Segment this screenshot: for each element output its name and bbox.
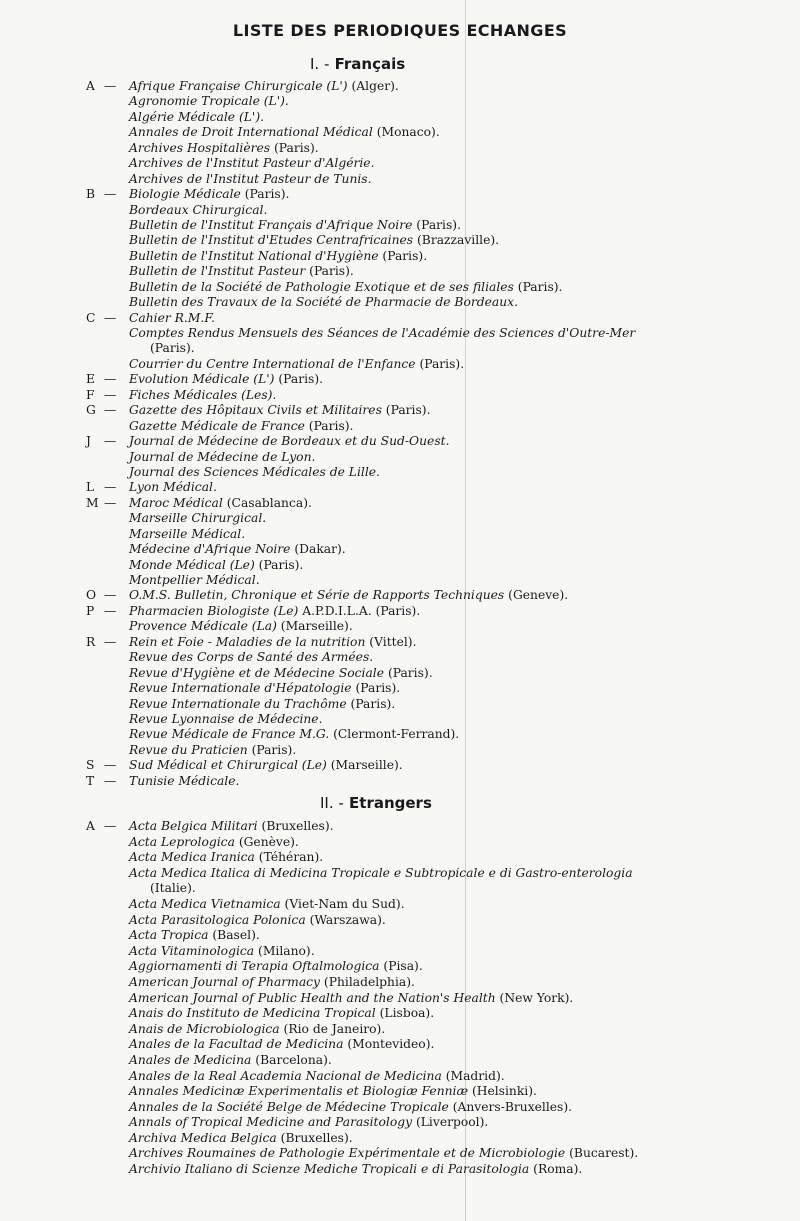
list-item [0,666,800,681]
entry-text [129,450,315,465]
list-item [0,897,800,913]
periodical-title: Bulletin de l'Institut d'Etudes Centrafricaines [129,233,414,248]
entry-text [129,1131,353,1147]
periodical-title: Marseille Chirurgical. [129,511,267,526]
index-letter: C [86,310,96,325]
periodical-place: (Monaco). [372,125,440,140]
list-item [0,249,800,264]
periodical-title: Revue Médicale de France M.G. [129,727,330,742]
section-name: Français [334,55,406,73]
list-item [0,341,800,356]
entry-text [129,249,427,264]
index-letter: R [86,634,96,649]
periodical-title: Courrier du Centre International de l'Enfance [129,356,416,371]
list-item [0,110,800,125]
entry-text [129,928,260,944]
periodical-title: Annales de la Société Belge de Médecine Tropicale [129,1099,449,1114]
entry-text [129,835,299,851]
periodical-title: Revue Internationale d'Hépatologie [129,681,352,696]
index-letter: L [86,480,95,495]
entry-text [129,727,459,742]
periodical-title: Revue Lyonnaise de Médecine. [129,711,323,726]
periodical-title: Acta Parasitologica Polonica [129,912,306,927]
list-item [0,264,800,279]
entry-text [129,866,633,882]
list-item [0,1084,800,1100]
periodical-title: Afrique Française Chirurgicale (L') [129,79,348,93]
entry-text [129,187,289,202]
entry-text [129,172,372,187]
list-item [0,944,800,960]
periodical-title: Bulletin de l'Institut Pasteur [129,264,306,279]
index-dash: — [104,387,117,402]
entry-text [129,233,499,248]
periodical-title: Annales Medicinæ Experimentalis et Biologiæ Fenniæ [129,1084,469,1099]
entry-text [129,357,464,372]
list-item [0,712,800,727]
list-item [0,357,800,372]
list-item [0,697,800,712]
periodical-place: (Brazzaville). [413,233,500,248]
list-item [0,388,800,403]
periodical-title: Gazette des Hôpitaux Civils et Militaires [129,403,382,418]
periodical-title: Bordeaux Chirurgical. [129,202,268,217]
periodical-title: Bulletin des Travaux de la Société de Pharmacie de Bordeaux. [129,295,518,310]
periodical-title: Annals of Tropical Medicine and Parasitology [129,1115,413,1130]
list-item [0,326,800,341]
periodical-place: (Vittel). [365,634,417,649]
periodical-place: (Liverpool). [412,1115,489,1130]
periodical-place: (Paris). [412,217,461,232]
entry-text [129,758,403,773]
periodical-title: Archives de l'Institut Pasteur de Tunis. [129,171,372,186]
entry-text [129,403,430,418]
list-item [0,233,800,248]
periodical-place: (Marseille). [276,619,353,634]
periodical-place: (Paris). [240,187,290,202]
list-item [0,1146,800,1162]
section-number: II. - [320,794,344,812]
entry-text [129,511,266,526]
periodical-title: Annales de Droit International Médical [129,125,373,140]
list-item [0,94,800,109]
periodical-title: Gazette Médicale de France [129,418,305,433]
index-letter: T [86,773,95,788]
index-dash: — [104,403,117,418]
periodical-place: (Dakar). [290,542,346,557]
list-item [0,311,800,326]
entry-text [129,480,217,495]
entry-text [129,1006,434,1022]
periodical-title: Anais do Instituto de Medicina Tropical [129,1006,376,1021]
list-item [0,758,800,773]
entry-text [129,1146,638,1162]
list-item [0,1162,800,1178]
entry-text [129,203,267,218]
page-title: LISTE DES PERIODIQUES ECHANGES [232,21,568,40]
index-dash: — [104,634,117,649]
periodical-title: Acta Belgica Militari [129,819,258,833]
periodical-place: (Paris). [513,279,563,294]
periodical-place: (Paris). [351,681,401,696]
periodical-place: (Paris). [270,140,319,155]
periodical-title: Archives Roumaines de Pathologie Expérimentale et de Microbiologie [129,1146,566,1161]
index-dash: — [104,79,117,93]
list-item [0,172,800,187]
index-letter: P [86,603,95,618]
periodical-title: Bulletin de l'Institut National d'Hygiène [129,248,379,263]
periodicals-list-francais [0,79,800,789]
periodical-place: (Warszawa). [305,912,386,927]
periodical-title: Acta Medica Vietnamica [129,896,281,911]
periodical-place: (Basel). [208,928,260,943]
periodical-place: (Italie). [150,881,196,896]
entry-text [129,558,303,573]
periodical-title: Montpellier Médical. [129,573,260,587]
periodical-title: Archives Hospitalières [129,140,271,155]
list-item [0,774,800,789]
periodical-title: Tunisie Médicale. [129,773,240,788]
periodical-title: Marseille Médical. [129,526,246,541]
entry-text [129,110,264,125]
entry-text [129,604,420,619]
periodical-title: Acta Vitaminologica [129,943,255,958]
periodical-title: Evolution Médicale (L') [129,372,275,387]
entry-text [129,434,449,449]
entry-text [129,897,405,913]
list-item [0,928,800,944]
periodical-title: Biologie Médicale [129,187,241,202]
entry-text [129,94,289,109]
list-item [0,743,800,758]
index-letter: E [86,372,95,387]
entry-text [129,295,518,310]
periodical-title: Bulletin de l'Institut Français d'Afrique Noire [129,217,413,232]
index-dash: — [104,372,117,387]
section-heading-francais [310,55,405,73]
periodical-title: Provence Médicale (La) [129,619,277,634]
periodical-place: (Milano). [254,943,315,958]
periodical-title: Archivio Italiano di Scienze Mediche Tropicali e di Parasitologia [129,1162,530,1177]
list-item [0,913,800,929]
list-item [0,280,800,295]
periodical-place: (Paris). [305,264,354,279]
periodical-title: Lyon Médical. [129,480,217,495]
index-dash: — [104,310,117,325]
index-dash: — [104,588,117,603]
periodical-title: Revue Internationale du Trachôme [129,696,347,711]
entry-text [129,743,296,758]
periodical-place: (Marseille). [326,758,403,773]
entry-text [150,341,195,356]
periodical-title: Agronomie Tropicale (L'). [129,94,289,109]
entry-text [129,1037,434,1053]
periodical-title: Médecine d'Afrique Noire [129,542,291,557]
periodical-title: Archives de l'Institut Pasteur d'Algérie. [129,156,375,171]
section-number: I. - [310,55,330,73]
index-letter: F [86,387,95,402]
entry-text [129,1053,332,1069]
entry-text [129,959,423,975]
periodical-place: (Philadelphia). [320,974,415,989]
entry-text [129,218,461,233]
periodical-place: (Bruxelles). [257,819,334,833]
list-item [0,1022,800,1038]
entry-text [129,372,323,387]
periodical-place: (Paris). [415,356,465,371]
list-item [0,558,800,573]
periodical-place: (Viet-Nam du Sud). [280,896,405,911]
entry-text [129,975,415,991]
periodical-place: (Paris). [381,403,431,418]
periodical-title: Acta Medica Iranica [129,850,255,865]
list-item [0,496,800,511]
list-item [0,511,800,526]
entry-text [129,588,568,603]
entry-text [129,573,260,588]
index-dash: — [104,603,117,618]
list-item [0,1100,800,1116]
list-item [0,991,800,1007]
entry-text [129,156,375,171]
entry-text [129,1084,537,1100]
entry-text [129,650,373,665]
entry-text [129,280,562,295]
list-item [0,975,800,991]
list-item [0,1006,800,1022]
index-dash: — [104,758,117,773]
entry-text [129,712,323,727]
list-item [0,1053,800,1069]
index-dash: — [104,434,117,449]
entry-text [129,681,400,696]
periodical-place: (Paris). [346,696,396,711]
periodical-place: (Genève). [234,834,299,849]
periodical-place: (Barcelona). [251,1052,332,1067]
list-item [0,465,800,480]
list-item [0,588,800,603]
list-item [0,866,800,882]
list-item [0,727,800,742]
index-dash: — [104,480,117,495]
list-item [0,125,800,140]
periodical-title: Revue d'Hygiène et de Médecine Sociale [129,665,385,680]
periodical-place: (Helsinki). [468,1084,537,1099]
entry-text [129,311,215,326]
entry-text [129,1022,385,1038]
entry-text [150,881,196,897]
periodical-place: (Roma). [529,1162,583,1177]
list-item [0,650,800,665]
entry-text [129,419,353,434]
index-letter: M [86,495,99,510]
list-item [0,79,800,94]
periodical-place: (Paris). [304,418,354,433]
entry-text [129,1115,488,1131]
periodical-title: Fiches Médicales (Les). [129,387,277,402]
index-dash: — [104,819,117,833]
periodical-place: (Bruxelles). [276,1130,353,1145]
periodical-place: (Anvers-Bruxelles). [448,1099,573,1114]
entry-text [129,326,635,341]
list-item [0,835,800,851]
periodical-title: Aggiornamenti di Terapia Oftalmologica [129,959,380,974]
periodical-title: Revue du Praticien [129,742,248,757]
periodical-title: Anais de Microbiologica [129,1021,280,1036]
periodical-title: Anales de la Facultad de Medicina [129,1037,344,1052]
entry-text [129,542,346,557]
list-item [0,681,800,696]
periodical-place: (Clermont-Ferrand). [329,727,460,742]
list-item [0,527,800,542]
section-heading-etrangers [320,794,432,812]
periodical-place: (Casablanca). [222,495,312,510]
periodical-title: Acta Tropica [129,928,209,943]
entry-text [129,850,323,866]
periodical-title: Archiva Medica Belgica [129,1130,277,1145]
list-item [0,156,800,171]
entry-text [129,1100,572,1116]
periodical-place: (Téhéran). [254,850,324,865]
index-letter: A [86,819,95,833]
list-item [0,434,800,449]
list-item [0,819,800,835]
periodical-place: (Paris). [150,341,195,356]
index-letter: A [86,79,95,93]
periodical-title: Bulletin de la Société de Pathologie Exotique et de ses filiales [129,279,514,294]
entry-text [129,388,276,403]
list-item [0,850,800,866]
periodical-place: (Rio de Janeiro). [279,1021,386,1036]
list-item [0,959,800,975]
periodical-title: American Journal of Public Health and the Nation's Health [129,990,496,1005]
index-letter: J [86,434,91,449]
list-item [0,480,800,495]
index-letter: B [86,187,96,202]
periodical-place: (Paris). [247,742,297,757]
periodical-title: American Journal of Pharmacy [129,974,320,989]
index-letter: O [86,588,97,603]
index-dash: — [104,773,117,788]
list-item [0,141,800,156]
entry-text [129,79,399,94]
entry-text [129,944,315,960]
periodical-title: Journal des Sciences Médicales de Lille. [129,464,380,479]
periodical-title: Journal de Médecine de Lyon. [129,449,316,464]
list-item [0,203,800,218]
entry-text [129,1069,505,1085]
periodical-place: A.P.D.I.L.A. (Paris). [298,603,421,618]
periodical-place: (Paris). [254,557,304,572]
list-item [0,218,800,233]
periodicals-list-etrangers [0,819,800,1178]
list-item [0,187,800,202]
periodical-title: Monde Médical (Le) [129,557,255,572]
periodical-title: Maroc Médical [129,495,223,510]
list-item [0,372,800,387]
periodical-title: Comptes Rendus Mensuels des Séances de l'Académie des Sciences d'Outre-Mer [129,326,636,340]
entry-text [129,527,245,542]
entry-text [129,619,353,634]
entry-text [129,125,440,140]
periodical-place: (Madrid). [441,1068,505,1083]
index-dash: — [104,495,117,510]
list-item [0,881,800,897]
periodical-place: (Montevideo). [343,1037,435,1052]
entry-text [129,697,395,712]
periodical-place: (Paris). [384,665,433,680]
index-dash: — [104,187,117,202]
entry-text [129,819,334,835]
list-item [0,450,800,465]
list-item [0,1131,800,1147]
list-item [0,604,800,619]
periodical-place: (Paris). [378,248,428,263]
entry-text [129,991,573,1007]
periodical-place: (Lisboa). [375,1006,435,1021]
periodical-place: (Bucarest). [565,1146,639,1161]
list-item [0,1115,800,1131]
periodical-title: Revue des Corps de Santé des Armées. [129,650,374,665]
list-item [0,403,800,418]
list-item [0,573,800,588]
periodical-place: (Paris). [274,372,324,387]
list-item [0,295,800,310]
section-name: Etrangers [349,794,432,812]
list-item [0,619,800,634]
entry-text [129,635,417,650]
list-item [0,419,800,434]
periodical-title: Acta Medica Italica di Medicina Tropicale e Subtropicale e di Gastro-enterologia [129,865,633,880]
periodical-title: Anales de la Real Academia Nacional de Medicina [129,1068,442,1083]
periodical-place: (Geneve). [504,588,569,603]
list-item [0,542,800,557]
periodical-title: Sud Médical et Chirurgical (Le) [129,758,327,773]
periodical-place: (Alger). [347,79,399,93]
periodical-title: Cahier R.M.F. [129,310,215,325]
entry-text [129,496,312,511]
index-letter: G [86,403,96,418]
index-letter: S [86,758,95,773]
periodical-title: Acta Leprologica [129,834,235,849]
entry-text [129,1162,582,1178]
periodical-title: Algérie Médicale (L'). [129,109,265,124]
entry-text [129,141,319,156]
periodical-title: Rein et Foie - Maladies de la nutrition [129,634,366,649]
entry-text [129,465,380,480]
list-item [0,1069,800,1085]
periodical-title: O.M.S. Bulletin, Chronique et Série de Rapports Techniques [129,588,505,603]
periodical-place: (New York). [495,990,574,1005]
list-item [0,1037,800,1053]
periodical-title: Pharmacien Biologiste (Le) [129,603,299,618]
periodical-title: Anales de Medicina [129,1052,252,1067]
periodical-place: (Pisa). [379,959,423,974]
entry-text [129,264,354,279]
list-item [0,635,800,650]
periodical-title: Journal de Médecine de Bordeaux et du Sud-Ouest. [129,434,450,449]
entry-text [129,666,433,681]
entry-text [129,913,386,929]
entry-text [129,774,239,789]
